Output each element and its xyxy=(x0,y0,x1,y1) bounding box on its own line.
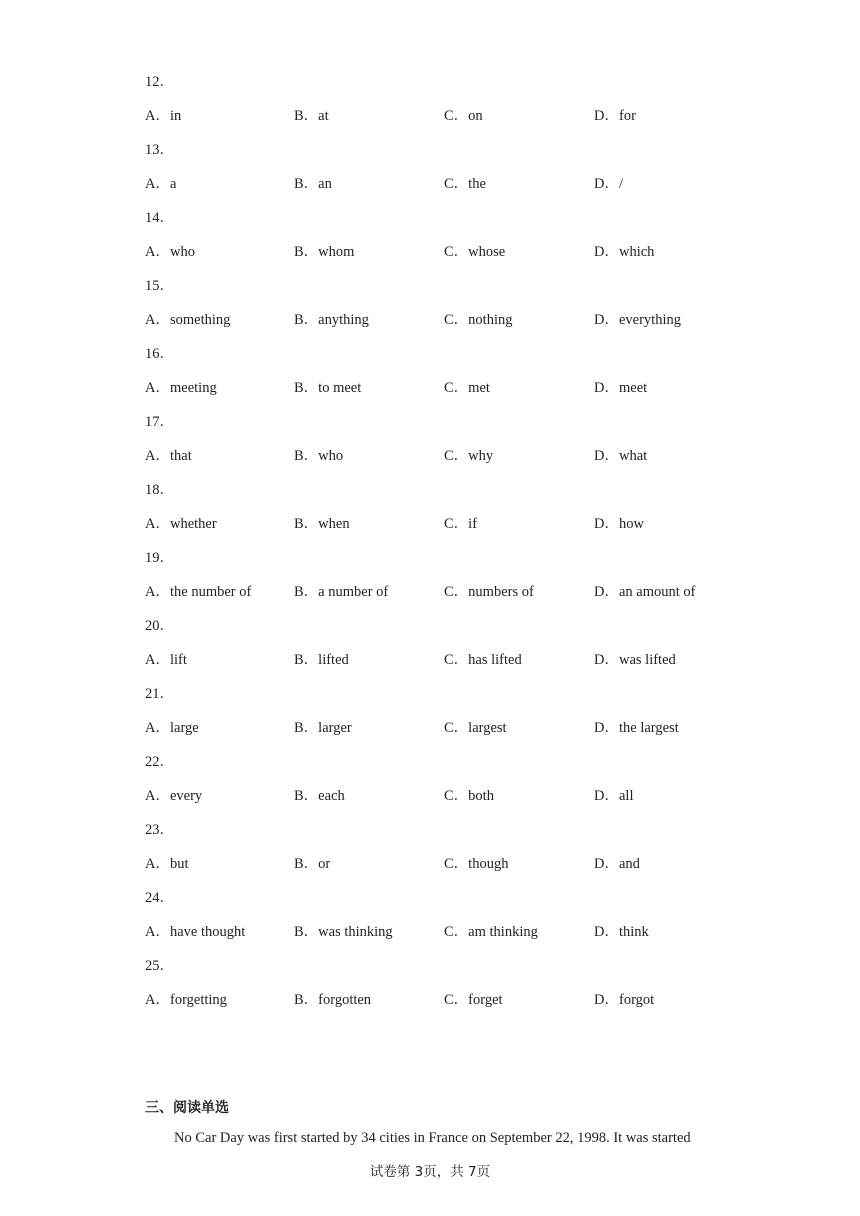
question-number: 12． xyxy=(145,74,174,90)
option-a[interactable] xyxy=(145,581,251,603)
option-c[interactable] xyxy=(444,241,505,263)
question-number: 21． xyxy=(145,686,174,702)
option-c[interactable] xyxy=(444,717,507,739)
option-text: the largest xyxy=(618,720,679,736)
option-text: forgot xyxy=(618,992,655,1008)
option-letter: B． xyxy=(294,380,319,396)
option-letter: B． xyxy=(294,924,319,940)
option-d[interactable] xyxy=(594,785,633,807)
option-b[interactable] xyxy=(294,173,332,195)
option-b[interactable] xyxy=(294,989,371,1011)
option-b[interactable] xyxy=(294,581,388,603)
option-c[interactable] xyxy=(444,853,508,875)
option-d[interactable] xyxy=(594,445,647,467)
option-d[interactable] xyxy=(594,309,681,331)
section-title: 三、阅读单选 xyxy=(145,1100,229,1116)
option-a[interactable] xyxy=(145,853,189,875)
options-row xyxy=(145,785,785,819)
option-letter: D． xyxy=(594,448,619,464)
option-c[interactable] xyxy=(444,377,490,399)
option-c[interactable] xyxy=(444,105,483,127)
option-d[interactable] xyxy=(594,717,679,739)
option-letter: B． xyxy=(294,312,319,328)
question-number: 24． xyxy=(145,890,174,906)
option-letter: B． xyxy=(294,720,319,736)
option-c[interactable] xyxy=(444,445,493,467)
options-row xyxy=(145,445,785,479)
option-d[interactable] xyxy=(594,581,696,603)
option-c[interactable] xyxy=(444,921,538,943)
option-b[interactable] xyxy=(294,853,330,875)
option-text: whom xyxy=(318,244,355,260)
option-letter: A． xyxy=(145,924,170,940)
option-c[interactable] xyxy=(444,785,494,807)
option-text: on xyxy=(468,108,483,124)
option-letter: C． xyxy=(444,516,469,532)
option-b[interactable] xyxy=(294,649,349,671)
option-text: nothing xyxy=(468,312,513,328)
option-text: the number of xyxy=(169,584,252,600)
option-letter: A． xyxy=(145,652,170,668)
option-text: was lifted xyxy=(618,652,676,668)
question-number: 25． xyxy=(145,958,174,974)
option-letter: D． xyxy=(594,380,619,396)
option-letter: C． xyxy=(444,720,469,736)
option-text: / xyxy=(618,176,624,192)
option-letter: C． xyxy=(444,992,469,1008)
option-letter: B． xyxy=(294,788,319,804)
passage-text: No Car Day was first started by 34 cities in France on September 22, 1998. It was started xyxy=(174,1130,691,1146)
option-c[interactable] xyxy=(444,513,477,535)
options-row xyxy=(145,173,785,207)
option-text: lift xyxy=(169,652,187,668)
question-number: 15． xyxy=(145,278,174,294)
options-row xyxy=(145,513,785,547)
option-text: and xyxy=(618,856,640,872)
option-c[interactable] xyxy=(444,309,512,331)
option-letter: D． xyxy=(594,176,619,192)
question-list xyxy=(145,71,785,1023)
option-a[interactable] xyxy=(145,105,181,127)
option-text: a number of xyxy=(318,584,389,600)
option-text: everything xyxy=(618,312,681,328)
question-number: 16． xyxy=(145,346,174,362)
option-text: met xyxy=(468,380,490,396)
option-letter: D． xyxy=(594,924,619,940)
option-letter: A． xyxy=(145,856,170,872)
option-letter: D． xyxy=(594,584,619,600)
question-number: 18． xyxy=(145,482,174,498)
option-text: what xyxy=(618,448,648,464)
option-text: has lifted xyxy=(468,652,522,668)
option-text: though xyxy=(468,856,509,872)
option-text: anything xyxy=(318,312,369,328)
option-text: a xyxy=(169,176,177,192)
option-b[interactable] xyxy=(294,309,369,331)
options-row xyxy=(145,241,785,275)
option-text: how xyxy=(618,516,644,532)
option-text: am thinking xyxy=(468,924,538,940)
option-c[interactable] xyxy=(444,649,522,671)
option-d[interactable] xyxy=(594,105,636,127)
option-a[interactable] xyxy=(145,649,187,671)
option-c[interactable] xyxy=(444,581,534,603)
option-text: forgetting xyxy=(169,992,227,1008)
option-text: have thought xyxy=(169,924,246,940)
option-letter: B． xyxy=(294,856,319,872)
option-text: numbers of xyxy=(468,584,534,600)
option-text: every xyxy=(169,788,203,804)
option-letter: A． xyxy=(145,312,170,328)
option-text: or xyxy=(318,856,331,872)
option-d[interactable] xyxy=(594,377,647,399)
option-letter: A． xyxy=(145,244,170,260)
question-number: 22． xyxy=(145,754,174,770)
option-letter: A． xyxy=(145,108,170,124)
page-footer: 试卷第 3页，共 7页 xyxy=(369,1164,491,1180)
option-letter: D． xyxy=(594,108,619,124)
option-letter: D． xyxy=(594,312,619,328)
option-text: when xyxy=(318,516,350,532)
options-row xyxy=(145,853,785,887)
option-letter: B． xyxy=(294,448,319,464)
option-a[interactable] xyxy=(145,377,217,399)
option-letter: C． xyxy=(444,856,469,872)
option-a[interactable] xyxy=(145,173,176,195)
option-letter: D． xyxy=(594,244,619,260)
option-a[interactable] xyxy=(145,513,217,535)
option-letter: A． xyxy=(145,720,170,736)
option-b[interactable] xyxy=(294,921,393,943)
option-text: who xyxy=(318,448,344,464)
question-number: 17． xyxy=(145,414,174,430)
option-text: in xyxy=(169,108,182,124)
option-letter: B． xyxy=(294,244,319,260)
options-row xyxy=(145,989,785,1023)
option-text: to meet xyxy=(318,380,362,396)
options-row xyxy=(145,717,785,751)
option-text: but xyxy=(169,856,189,872)
options-row xyxy=(145,921,785,955)
options-row xyxy=(145,309,785,343)
option-letter: C． xyxy=(444,244,469,260)
option-letter: C． xyxy=(444,108,469,124)
question-number: 14． xyxy=(145,210,174,226)
option-text: meet xyxy=(618,380,648,396)
option-b[interactable] xyxy=(294,513,350,535)
option-letter: B． xyxy=(294,176,319,192)
option-letter: C． xyxy=(444,584,469,600)
option-text: think xyxy=(618,924,649,940)
option-b[interactable] xyxy=(294,241,354,263)
option-a[interactable] xyxy=(145,989,227,1011)
option-letter: A． xyxy=(145,788,170,804)
option-c[interactable] xyxy=(444,989,503,1011)
option-text: which xyxy=(618,244,655,260)
option-letter: B． xyxy=(294,584,319,600)
option-a[interactable] xyxy=(145,445,192,467)
option-letter: B． xyxy=(294,516,319,532)
option-letter: C． xyxy=(444,924,469,940)
option-text: an xyxy=(318,176,332,192)
option-text: at xyxy=(318,108,329,124)
option-b[interactable] xyxy=(294,105,329,127)
option-text: both xyxy=(468,788,494,804)
option-text: if xyxy=(468,516,478,532)
option-text: lifted xyxy=(318,652,349,668)
option-letter: C． xyxy=(444,448,469,464)
option-a[interactable] xyxy=(145,241,195,263)
option-text: who xyxy=(169,244,195,260)
option-text: largest xyxy=(468,720,507,736)
option-text: the xyxy=(468,176,486,192)
options-row xyxy=(145,649,785,683)
option-a[interactable] xyxy=(145,785,202,807)
option-letter: C． xyxy=(444,788,469,804)
option-b[interactable] xyxy=(294,717,352,739)
option-letter: C． xyxy=(444,312,469,328)
option-b[interactable] xyxy=(294,445,343,467)
option-c[interactable] xyxy=(444,173,486,195)
option-d[interactable] xyxy=(594,173,623,195)
option-letter: D． xyxy=(594,652,619,668)
option-a[interactable] xyxy=(145,717,199,739)
question-number: 13． xyxy=(145,142,174,158)
question-number: 23． xyxy=(145,822,174,838)
option-letter: D． xyxy=(594,516,619,532)
option-d[interactable] xyxy=(594,241,654,263)
option-letter: B． xyxy=(294,992,319,1008)
options-row xyxy=(145,581,785,615)
option-letter: A． xyxy=(145,448,170,464)
option-letter: A． xyxy=(145,516,170,532)
question-number: 19． xyxy=(145,550,174,566)
option-text: whether xyxy=(169,516,217,532)
option-a[interactable] xyxy=(145,309,230,331)
option-d[interactable] xyxy=(594,513,644,535)
option-b[interactable] xyxy=(294,785,345,807)
option-text: why xyxy=(468,448,494,464)
option-d[interactable] xyxy=(594,989,654,1011)
option-text: an amount of xyxy=(618,584,696,600)
option-letter: D． xyxy=(594,992,619,1008)
question-number: 20． xyxy=(145,618,174,634)
option-letter: D． xyxy=(594,788,619,804)
options-row xyxy=(145,105,785,139)
option-letter: B． xyxy=(294,108,319,124)
option-text: whose xyxy=(468,244,506,260)
option-letter: A． xyxy=(145,584,170,600)
option-text: forgotten xyxy=(318,992,372,1008)
option-d[interactable] xyxy=(594,921,649,943)
option-text: forget xyxy=(468,992,503,1008)
option-letter: A． xyxy=(145,176,170,192)
option-letter: D． xyxy=(594,856,619,872)
option-text: something xyxy=(169,312,231,328)
option-letter: D． xyxy=(594,720,619,736)
option-text: that xyxy=(169,448,192,464)
option-text: large xyxy=(169,720,199,736)
option-text: each xyxy=(318,788,345,804)
option-text: for xyxy=(618,108,636,124)
options-row xyxy=(145,377,785,411)
option-d[interactable] xyxy=(594,649,676,671)
option-letter: C． xyxy=(444,380,469,396)
option-text: larger xyxy=(318,720,352,736)
option-letter: A． xyxy=(145,992,170,1008)
option-text: was thinking xyxy=(318,924,393,940)
option-letter: C． xyxy=(444,176,469,192)
option-a[interactable] xyxy=(145,921,245,943)
option-b[interactable] xyxy=(294,377,361,399)
option-letter: B． xyxy=(294,652,319,668)
option-text: meeting xyxy=(169,380,217,396)
option-letter: C． xyxy=(444,652,469,668)
option-d[interactable] xyxy=(594,853,640,875)
option-text: all xyxy=(618,788,634,804)
option-letter: A． xyxy=(145,380,170,396)
